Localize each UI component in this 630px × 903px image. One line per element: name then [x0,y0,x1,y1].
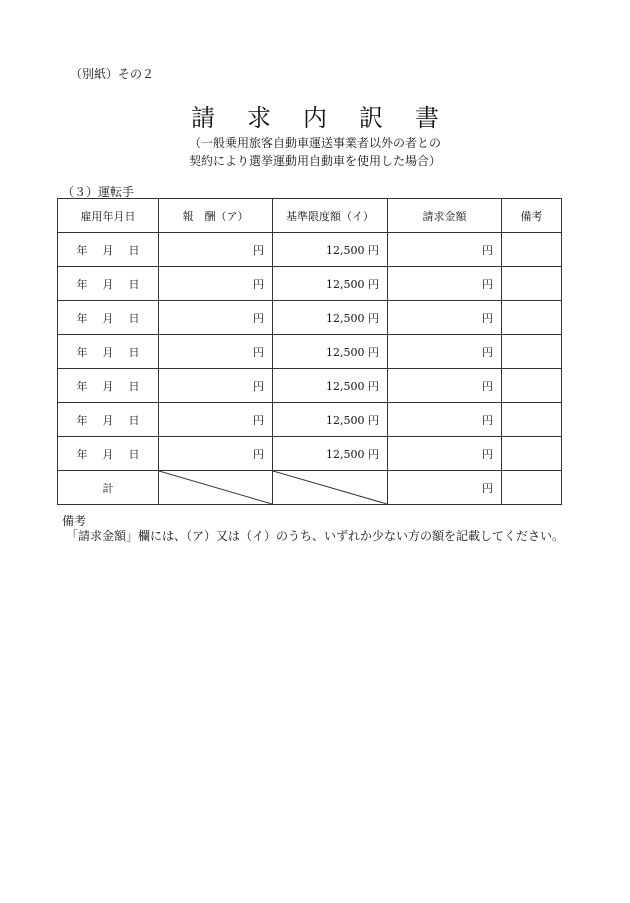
remarks-total-cell[interactable] [502,471,562,505]
year-unit: 年 [76,413,88,427]
limit-total-cell-crossed [273,471,388,505]
header-employment-date: 雇用年月日 [58,199,159,233]
month-unit: 月 [102,345,114,359]
total-label: 計 [58,471,159,505]
fee-cell[interactable]: 円 [159,437,273,471]
day-unit: 日 [128,447,140,461]
month-unit: 月 [102,311,114,325]
fee-cell[interactable]: 円 [159,267,273,301]
notes-label: 備考 [62,514,87,528]
standard-limit-cell: 12,500 円 [273,437,388,471]
header-claim-amount: 請求金額 [388,199,502,233]
total-row [58,471,562,505]
table-row [58,369,562,403]
year-unit: 年 [76,277,88,291]
document-title: 請求内訳書 [191,104,471,132]
month-unit: 月 [102,447,114,461]
diagonal-line-icon [273,471,387,504]
header-fee: 報 酬（ア） [159,199,273,233]
standard-limit-cell: 12,500 円 [273,403,388,437]
table-row [58,335,562,369]
claim-amount-cell[interactable]: 円 [388,437,502,471]
header-remarks: 備考 [502,199,562,233]
standard-limit-cell: 12,500 円 [273,335,388,369]
employment-date-cell[interactable] [58,233,159,267]
claim-total-cell[interactable]: 円 [388,471,502,505]
day-unit: 日 [128,311,140,325]
remarks-cell[interactable] [502,369,562,403]
year-unit: 年 [76,345,88,359]
header-standard-limit: 基準限度額（イ） [273,199,388,233]
remarks-cell[interactable] [502,233,562,267]
employment-date-cell[interactable] [58,301,159,335]
remarks-cell[interactable] [502,267,562,301]
form-label: （別紙）その２ [70,67,155,81]
standard-limit-cell: 12,500 円 [273,267,388,301]
table-row [58,403,562,437]
employment-date-cell[interactable] [58,403,159,437]
remarks-cell[interactable] [502,301,562,335]
standard-limit-cell: 12,500 円 [273,233,388,267]
employment-date-cell[interactable] [58,267,159,301]
notes-text: 「請求金額」欄には、（ア）又は（イ）のうち、いずれか少ない方の額を記載してください。 [66,529,565,543]
standard-limit-cell: 12,500 円 [273,301,388,335]
claim-amount-cell[interactable]: 円 [388,267,502,301]
month-unit: 月 [102,413,114,427]
fee-cell[interactable]: 円 [159,403,273,437]
table-header-row [58,199,562,233]
year-unit: 年 [76,447,88,461]
table-row [58,301,562,335]
claim-amount-cell[interactable]: 円 [388,233,502,267]
table-row [58,233,562,267]
claim-amount-cell[interactable]: 円 [388,335,502,369]
year-unit: 年 [76,379,88,393]
claim-amount-cell[interactable]: 円 [388,403,502,437]
remarks-cell[interactable] [502,403,562,437]
employment-date-cell[interactable] [58,437,159,471]
document-subtitle-line1: （一般乗用旅客自動車運送事業者以外の者との [188,136,441,150]
standard-limit-cell: 12,500 円 [273,369,388,403]
day-unit: 日 [128,345,140,359]
diagonal-line-icon [159,471,272,504]
remarks-cell[interactable] [502,437,562,471]
section-label: （３）運転手 [62,185,135,199]
day-unit: 日 [128,379,140,393]
day-unit: 日 [128,413,140,427]
claim-amount-cell[interactable]: 円 [388,301,502,335]
table-row [58,437,562,471]
fee-cell[interactable]: 円 [159,233,273,267]
fee-cell[interactable]: 円 [159,335,273,369]
year-unit: 年 [76,311,88,325]
fee-cell[interactable]: 円 [159,369,273,403]
month-unit: 月 [102,277,114,291]
month-unit: 月 [102,379,114,393]
breakdown-table [57,198,562,505]
claim-amount-cell[interactable]: 円 [388,369,502,403]
year-unit: 年 [76,243,88,257]
employment-date-cell[interactable] [58,369,159,403]
fee-cell[interactable]: 円 [159,301,273,335]
table-row [58,267,562,301]
document-subtitle-line2: 契約により選挙運動用自動車を使用した場合） [188,154,441,168]
day-unit: 日 [128,243,140,257]
remarks-cell[interactable] [502,335,562,369]
month-unit: 月 [102,243,114,257]
employment-date-cell[interactable] [58,335,159,369]
fee-total-cell-crossed [159,471,273,505]
day-unit: 日 [128,277,140,291]
